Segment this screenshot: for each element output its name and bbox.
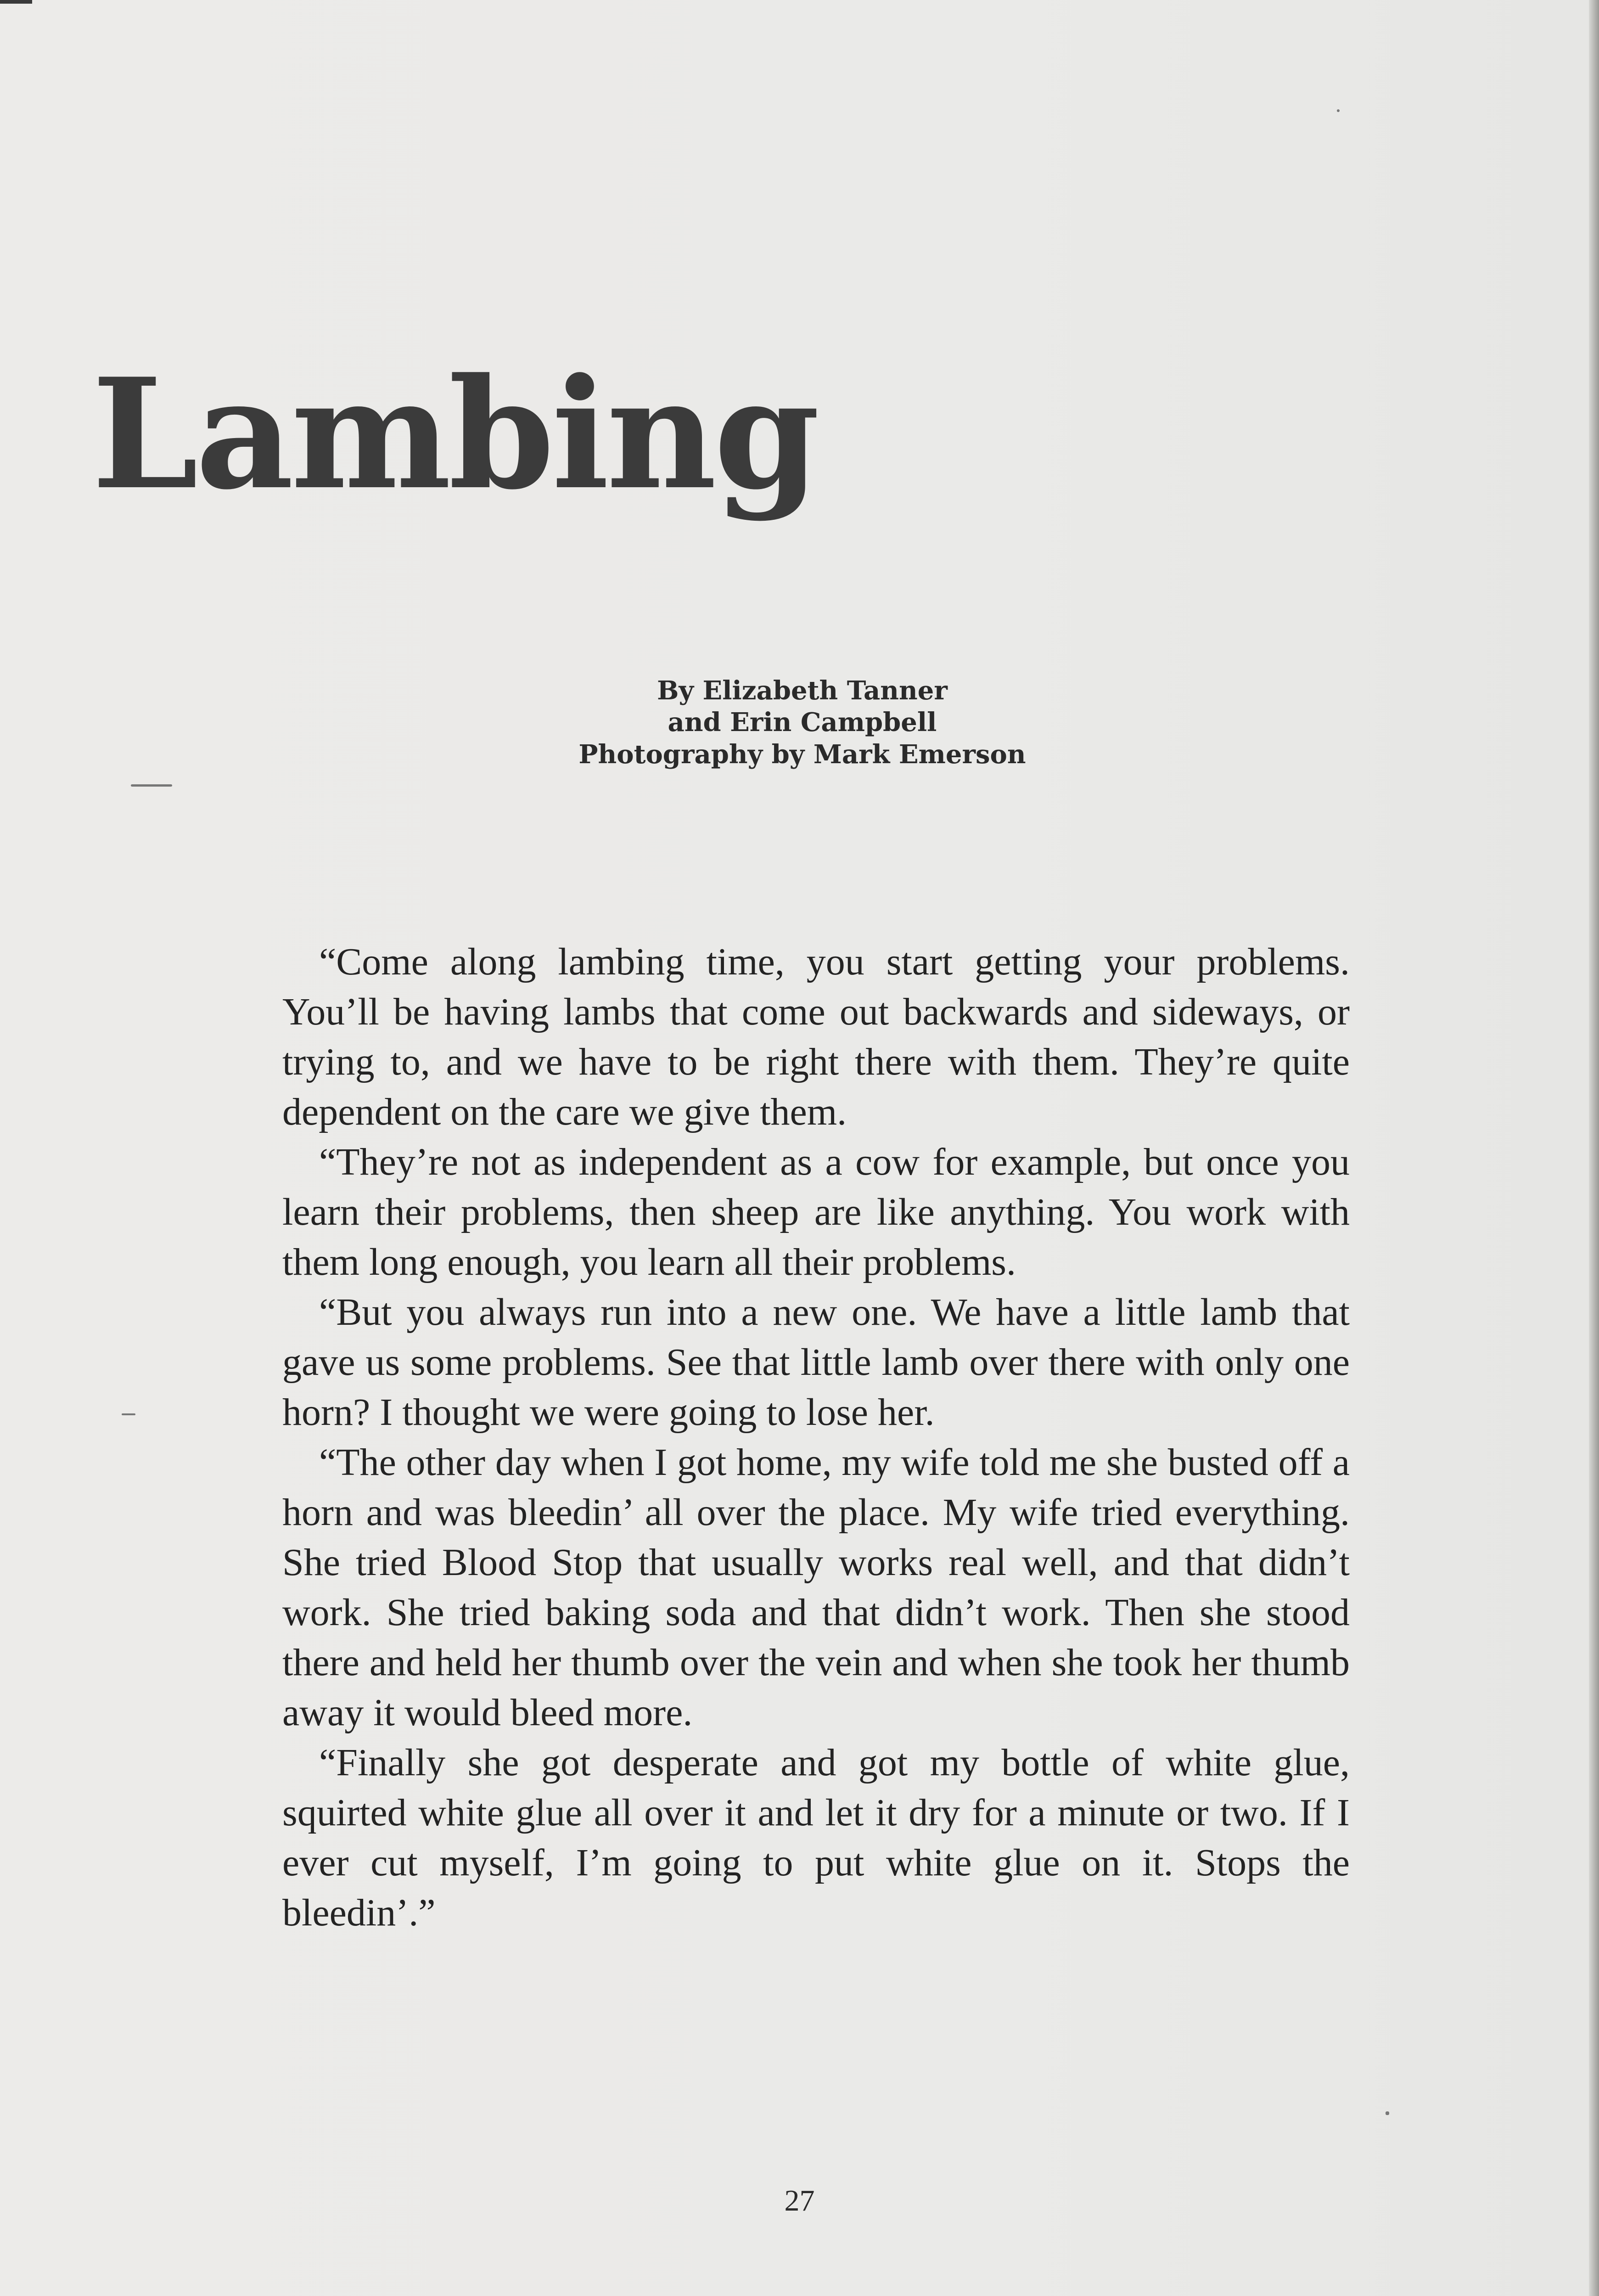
page-number: 27	[784, 2184, 815, 2217]
article-body	[282, 937, 1350, 1938]
paragraph: “Come along lambing time, you start getting your problems. You’ll be having lambs that come out backwards and sideways, or trying to, and we have to be right there with them. They’re quite dependent on the care we give them.	[282, 940, 1350, 1133]
print-speck	[1337, 109, 1340, 112]
paragraph: “The other day when I got home, my wife told me she busted off a horn and was bleedin’ all over the place. My wife tried everything. She tried Blood Stop that usually works real well, and that didn’t work. She tried baking soda and that didn’t work. Then she stood there and held her thumb over the vein and when she took her thumb away it would bleed more.	[282, 1441, 1350, 1734]
byline	[459, 675, 1145, 771]
paragraph: “They’re not as independent as a cow for example, but once you learn their problems, then sheep are like anything. You work with them long enough, you learn all their problems.	[282, 1141, 1350, 1283]
paragraph: “But you always run into a new one. We have a little lamb that gave us some problems. See that little lamb over there with only one horn? I thought we were going to lose her.	[282, 1291, 1350, 1434]
print-speck	[122, 1413, 135, 1415]
page-edge-shadow	[1589, 0, 1599, 2296]
byline-coauthor: and Erin Campbell	[668, 707, 937, 738]
paragraph: “Finally she got desperate and got my bottle of white glue, squirted white glue all over it and let it dry for a minute or two. If I ever cut myself, I’m going to put white glue on it. Stops the bleedin’.”	[282, 1741, 1350, 1934]
article-title: Lambing	[92, 345, 817, 523]
print-speck	[1386, 2111, 1389, 2115]
top-edge-mark	[0, 0, 32, 4]
byline-authors: By Elizabeth Tanner	[657, 675, 948, 706]
byline-photography: Photography by Mark Emerson	[578, 739, 1026, 770]
print-speck	[131, 784, 172, 787]
